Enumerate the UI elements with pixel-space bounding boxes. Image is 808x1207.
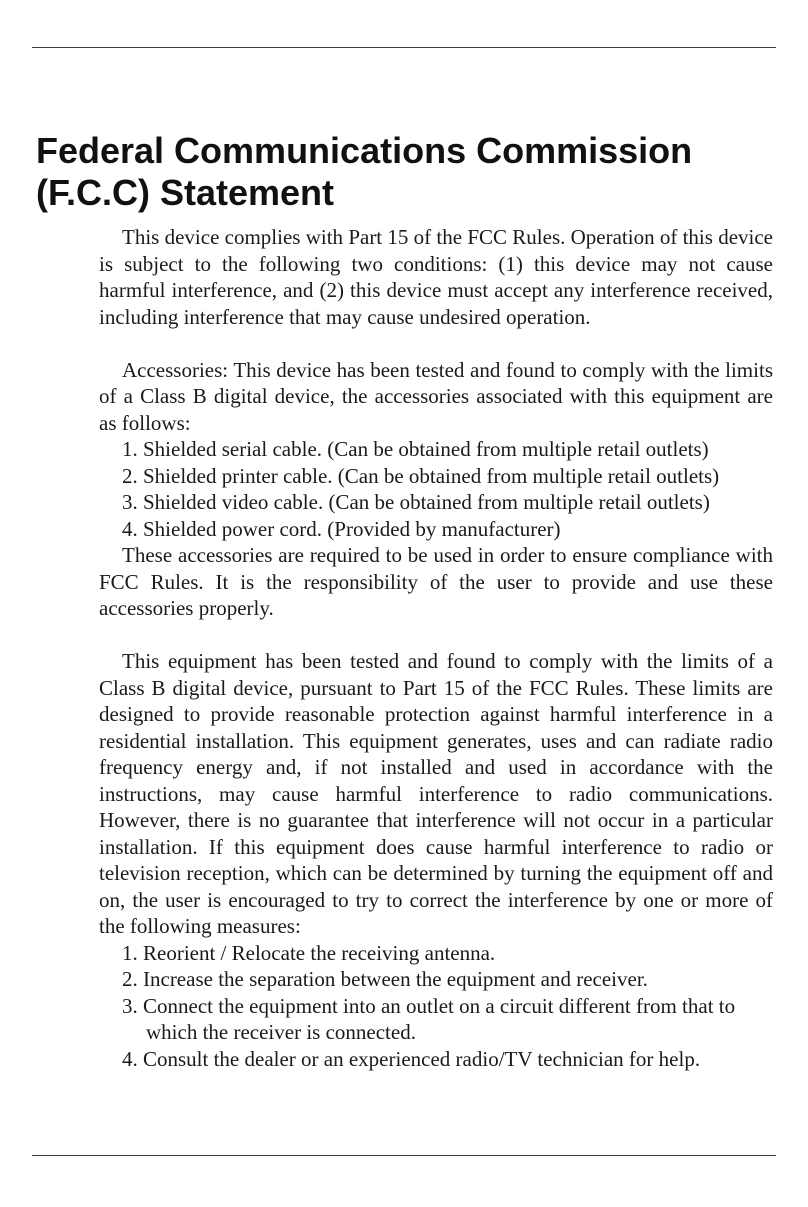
paragraph-spacer bbox=[99, 622, 773, 649]
page-title bbox=[36, 130, 776, 214]
list-item: 3. Connect the equipment into an outlet on a circuit different from that to which the receiver is connected. bbox=[122, 993, 736, 1044]
list-item: 2. Shielded printer cable. (Can be obtained from multiple retail outlets) bbox=[122, 463, 720, 488]
statement-body bbox=[99, 224, 773, 1072]
title-line-1: Federal Communications Commission bbox=[36, 130, 693, 171]
accessories-list bbox=[99, 436, 773, 542]
list-item: 1. Reorient / Relocate the receiving antenna. bbox=[122, 940, 496, 965]
accessories-usage-paragraph: These accessories are required to be used in order to ensure compliance with FCC Rules. It is the responsibility of the user to provide and use these accessories properly. bbox=[99, 543, 773, 620]
title-line-2: (F.C.C) Statement bbox=[36, 172, 335, 213]
list-item: 2. Increase the separation between the equipment and receiver. bbox=[122, 967, 648, 991]
list-item: 1. Shielded serial cable. (Can be obtained from multiple retail outlets) bbox=[122, 437, 709, 461]
list-item: 4. Shielded power cord. (Provided by manufacturer) bbox=[122, 516, 561, 541]
list-item: 3. Shielded video cable. (Can be obtained from multiple retail outlets) bbox=[122, 490, 710, 514]
measures-list bbox=[99, 940, 773, 1073]
accessories-paragraph: Accessories: This device has been tested and found to comply with the limits of a Class B digital device, the accessories associated with this equipment are as follows: bbox=[99, 357, 773, 435]
list-item: 4. Consult the dealer or an experienced radio/TV technician for help. bbox=[122, 1046, 701, 1071]
class-b-paragraph: This equipment has been tested and found to comply with the limits of a Class B digital device, pursuant to Part 15 of the FCC Rules. These limits are designed to provide reasonable protection against harmful interference in a residential installation. This equipment generates, uses and can radiate radio frequency energy and, if not installed and used in accordance with the instructions, may cause harmful interference to radio communications. However, there is no guarantee that interference will not occur in a particular installation. If this equipment does cause harmful interference to radio or television reception, which can be determined by turning the equipment off and on, the user is encouraged to try to correct the interference by one or more of the following measures: bbox=[99, 649, 773, 938]
compliance-paragraph: This device complies with Part 15 of the FCC Rules. Operation of this device is subject to the following two conditions: (1) this device may not cause harmful interference, and (2) this device must accept any interference received, including interference that may cause undesired operation. bbox=[99, 225, 773, 329]
paragraph-spacer bbox=[99, 330, 773, 357]
bottom-divider bbox=[32, 1155, 776, 1156]
top-divider bbox=[32, 47, 776, 48]
